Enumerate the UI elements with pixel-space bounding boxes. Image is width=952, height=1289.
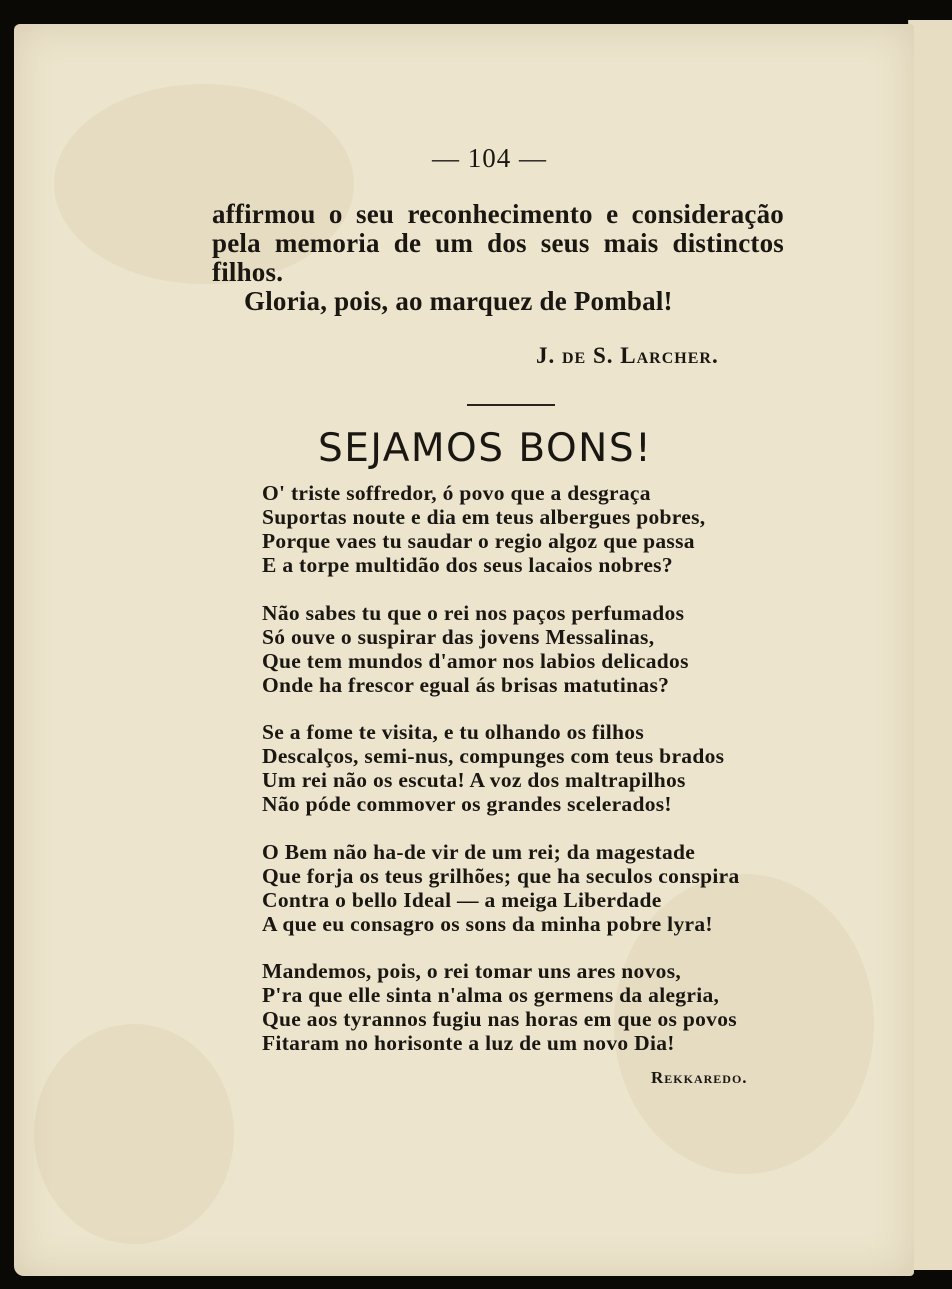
verse-line: Suportas noute e dia em teus albergues pobres, <box>262 505 706 529</box>
paper-stain <box>34 1024 234 1244</box>
page-number: — 104 — <box>432 143 547 173</box>
verse-line: E a torpe multidão dos seus lacaios nobres? <box>262 553 673 577</box>
verse-line: Que tem mundos d'amor nos labios delicados <box>262 648 689 673</box>
verse-line: Mandemos, pois, o rei tomar uns ares novos, <box>262 959 682 983</box>
prose-line: pela memoria de um dos seus mais distinctos <box>212 228 784 258</box>
prose-line: affirmou o seu reconhecimento e consideração <box>212 199 784 229</box>
verse-line: Que forja os teus grilhões; que ha seculos conspira <box>262 863 740 888</box>
section-divider <box>467 404 555 406</box>
stanza <box>262 840 740 936</box>
poem-signature: Rekkaredo. <box>651 1068 748 1087</box>
verse-line: O Bem não ha-de vir de um rei; da magestade <box>262 839 696 864</box>
verse-line: Porque vaes tu saudar o regio algoz que passa <box>262 529 695 553</box>
stanza <box>262 959 740 1055</box>
verse-line: Descalços, semi-nus, compunges com teus brados <box>262 744 725 768</box>
verse-line: Não sabes tu que o rei nos paços perfumados <box>262 600 685 625</box>
verse-line: Que aos tyrannos fugiu nas horas em que os povos <box>262 1007 737 1031</box>
prose-line: filhos. <box>212 257 284 287</box>
poem-title: SEJAMOS BONS! <box>318 426 653 471</box>
stanza <box>262 481 740 577</box>
verse-line: P'ra que elle sinta n'alma os germens da alegria, <box>262 983 720 1007</box>
verse-line: Onde ha frescor egual ás brisas matutinas? <box>262 672 670 697</box>
verse-line: Um rei não os escuta! A voz dos maltrapilhos <box>262 768 686 792</box>
verse-line: A que eu consagro os sons da minha pobre lyra! <box>262 911 713 936</box>
author-signature: J. de S. Larcher. <box>536 343 719 368</box>
verse-line: O' triste soffredor, ó povo que a desgraça <box>262 481 651 505</box>
verse-line: Só ouve o suspirar das jovens Messalinas, <box>262 624 655 649</box>
next-page-edge <box>908 20 952 1270</box>
verse-line: Fitaram no horisonte a luz de um novo Dia! <box>262 1031 675 1055</box>
prose-paragraph <box>212 200 784 316</box>
stanza <box>262 601 740 697</box>
verse-line: Contra o bello Ideal — a meiga Liberdade <box>262 887 662 912</box>
closing-line: Gloria, pois, ao marquez de Pombal! <box>244 286 673 316</box>
poem-body <box>262 481 740 1079</box>
stanza <box>262 720 740 816</box>
verse-line: Se a fome te visita, e tu olhando os filhos <box>262 720 644 744</box>
verse-line: Não póde commover os grandes scelerados! <box>262 792 672 816</box>
